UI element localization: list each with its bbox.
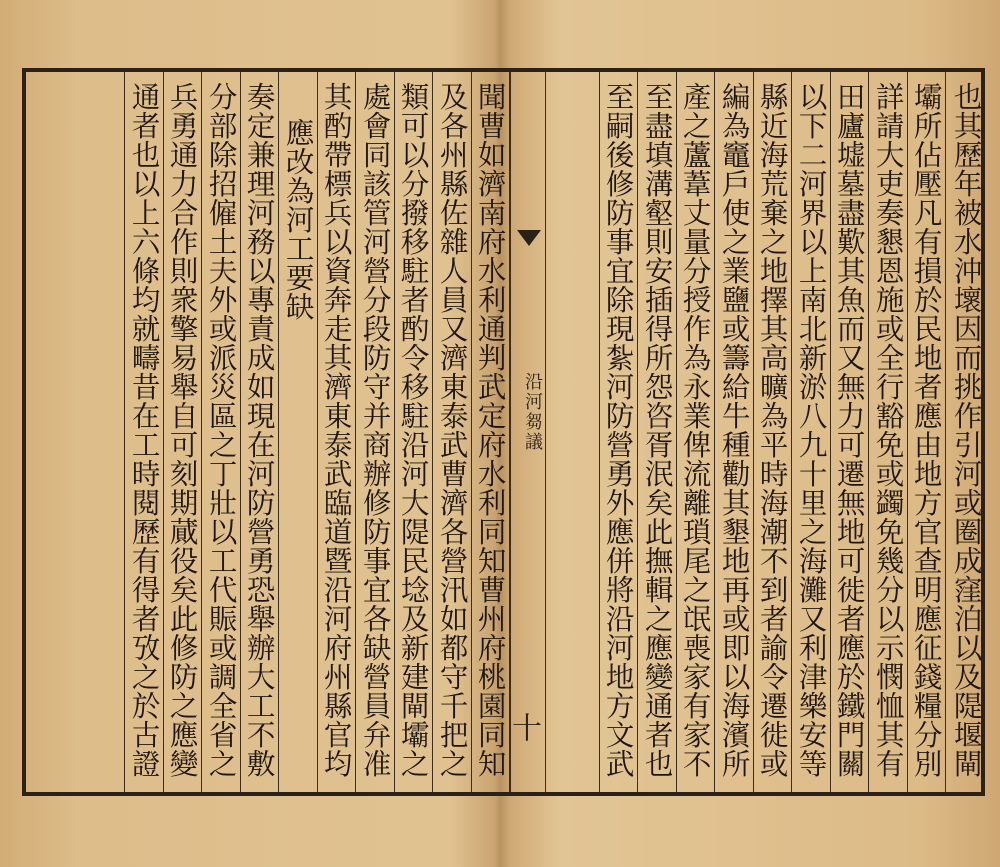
text-column [869,72,908,792]
column-text: 其酌帶標兵以資奔走其濟東泰武臨道暨沿河府州縣官均 [319,82,353,778]
column-text: 縣近海荒棄之地擇其高曠為平時海潮不到者諭令遷徙或 [755,82,789,778]
text-column [676,72,715,792]
page-number: 十 [506,712,541,742]
center-fold-strip [506,72,546,792]
text-column [394,72,433,792]
text-column [715,72,754,792]
text-column [907,72,946,792]
column-text: 至盡填溝壑則安插得所怨咨胥泯矣此撫輯之應變通者也 [640,82,674,778]
text-column [356,72,395,792]
column-text: 壩所佔壓凡有損於民地者應由地方官查明應征錢糧分別 [909,82,943,778]
text-column [279,72,318,792]
column-text: 聞曹如濟南府水利通判武定府水利同知曹州府桃園同知 [473,82,507,778]
text-column [561,72,600,792]
text-column [638,72,677,792]
column-text: 也其歷年被水沖壞因而挑作引河或圈成窪泊以及隄堰閘 [949,82,983,778]
column-text: 類可以分撥移駐者酌令移駐沿河大隄民埝及新建閘壩之 [396,82,430,778]
fishtail-mark-icon [517,230,541,246]
printed-frame [22,68,985,796]
text-column [753,72,792,792]
column-text: 產之蘆葦丈量分授作為永業俾流離瑣尾之氓喪家有家不 [678,82,712,778]
text-column [946,72,985,792]
column-text: 應改為河工要缺 [281,118,315,321]
text-column [240,72,279,792]
text-column [830,72,869,792]
column-text: 奏定兼理河務以專責成如現在河防營勇恐舉辦大工不敷 [242,82,276,778]
column-text: 及各州縣佐雜人員又濟東泰武曹濟各營汛如都守千把之 [435,82,469,778]
column-text: 編為竈戶使之業鹽或籌給牛種勸其墾地再或即以海濱所 [717,82,751,778]
running-title: 沿河芻議 [522,372,543,452]
text-column [599,72,638,792]
text-column [792,72,831,792]
text-column [202,72,241,792]
column-text: 分部除招僱土夫外或派災區之丁壯以工代賑或調全省之 [204,82,238,778]
text-column [26,72,125,792]
column-text: 詳請大吏奏懇恩施或全行豁免或蠲免幾分以示憫恤其有 [871,82,905,778]
column-text: 田廬墟墓盡歎其魚而又無力可遷無地可徙者應於鐵門關 [832,82,866,778]
text-column [317,72,356,792]
text-column [125,72,164,792]
column-text: 以下二河界以上南北新淤八九十里之海灘又利津樂安等 [794,82,828,778]
text-column [163,72,202,792]
column-text: 通者也以上六條均就疇昔在工時閱歷有得者攷之於古證 [127,82,161,778]
column-text: 兵勇通力合作則衆擎易舉自可刻期蕆役矣此修防之應變 [165,82,199,778]
column-text: 至嗣後修防事宜除現紮河防營勇外應併將沿河地方文武 [601,82,635,778]
column-text: 處會同該管河營分段防守并商辦修防事宜各缺營員弁准 [358,82,392,778]
text-column [471,72,510,792]
text-column [433,72,472,792]
